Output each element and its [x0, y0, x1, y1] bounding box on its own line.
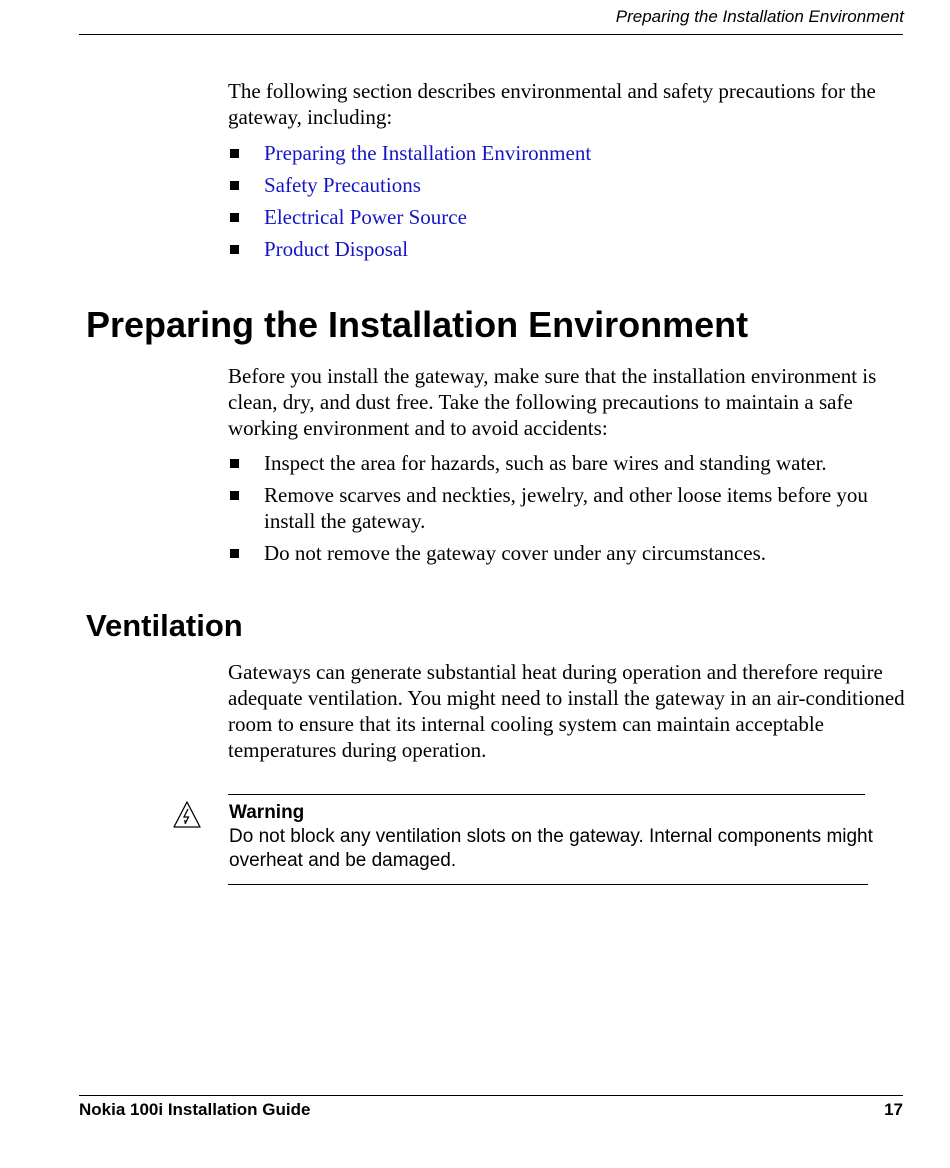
warning-bottom-rule: [228, 884, 868, 885]
warning-title: Warning: [229, 802, 305, 823]
intro-paragraph: The following section describes environmental and safety precautions for the gateway, including:: [228, 79, 876, 129]
list-item: [228, 172, 906, 198]
square-bullet-icon: [230, 459, 239, 468]
warning-top-rule: [228, 794, 865, 795]
link-preparing-installation-environment[interactable]: Preparing the Installation Environment: [264, 141, 592, 165]
list-item: [228, 540, 906, 566]
header-rule: [79, 34, 903, 35]
square-bullet-icon: [230, 149, 239, 158]
square-bullet-icon: [230, 491, 239, 500]
square-bullet-icon: [230, 181, 239, 190]
section-heading-preparing: Preparing the Installation Environment: [86, 304, 749, 345]
list-item: [228, 140, 906, 166]
ventilation-paragraph: Gateways can generate substantial heat during operation and therefore require adequate ventilation. You might need to install the gateway in an air-conditioned room to ensure that its internal cooling system can maintain acceptable temperatures during operation.: [228, 660, 905, 762]
list-item-text: Inspect the area for hazards, such as bare wires and standing water.: [264, 451, 827, 475]
preparing-paragraph: Before you install the gateway, make sure that the installation environment is clean, dry, and dust free. Take the following precautions to maintain a safe working environment and to avoid accidents:: [228, 364, 877, 440]
electrical-hazard-icon: [172, 800, 202, 830]
warning-text: Do not block any ventilation slots on the gateway. Internal components might overheat and be damaged.: [229, 826, 873, 871]
link-electrical-power-source[interactable]: Electrical Power Source: [264, 205, 467, 229]
footer-rule: [79, 1095, 903, 1096]
list-item: [228, 204, 906, 230]
section-link-list: [228, 140, 906, 268]
list-item: [228, 482, 906, 534]
square-bullet-icon: [230, 549, 239, 558]
square-bullet-icon: [230, 245, 239, 254]
list-item: [228, 450, 906, 476]
link-product-disposal[interactable]: Product Disposal: [264, 237, 409, 261]
square-bullet-icon: [230, 213, 239, 222]
running-header: Preparing the Installation Environment: [615, 7, 904, 26]
footer-guide-title: Nokia 100i Installation Guide: [79, 1100, 311, 1119]
page-number: 17: [884, 1100, 903, 1119]
list-item-text: Do not remove the gateway cover under any circumstances.: [264, 541, 767, 565]
precautions-list: [228, 450, 906, 572]
link-safety-precautions[interactable]: Safety Precautions: [264, 173, 421, 197]
list-item-text: Remove scarves and neckties, jewelry, and other loose items before you install the gateway.: [264, 483, 868, 533]
section-heading-ventilation: Ventilation: [86, 608, 243, 643]
list-item: [228, 236, 906, 262]
